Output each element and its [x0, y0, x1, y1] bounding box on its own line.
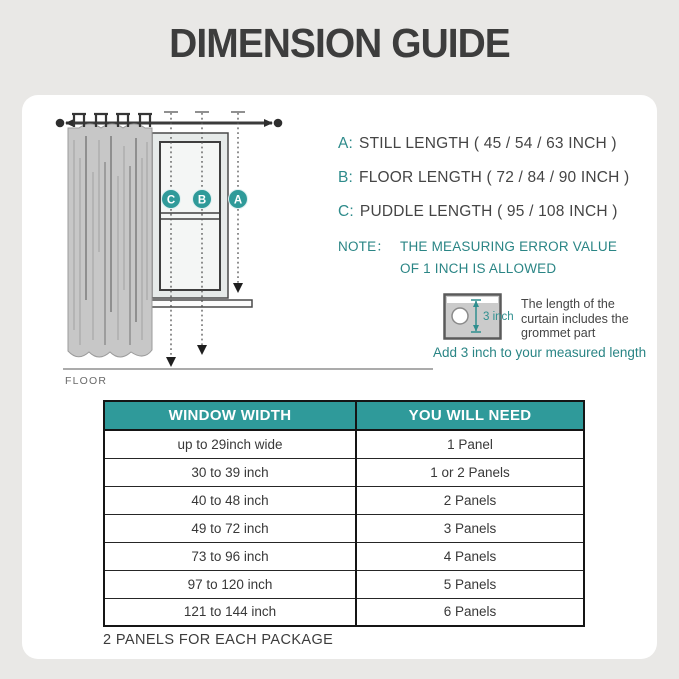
table-cell: 30 to 39 inch	[104, 458, 356, 486]
window-frame	[148, 133, 252, 307]
table-cell: 73 to 96 inch	[104, 542, 356, 570]
table-row	[104, 514, 584, 542]
panel-size-table	[103, 400, 585, 627]
length-line-c	[338, 203, 618, 221]
table-cell: up to 29inch wide	[104, 430, 356, 458]
table-row	[104, 486, 584, 514]
package-note: 2 PANELS FOR EACH PACKAGE	[103, 632, 334, 648]
panel-size-table-head	[104, 401, 584, 430]
floor-label: FLOOR	[65, 375, 108, 387]
panel-size-table-body	[104, 430, 584, 626]
table-cell: 1 Panel	[356, 430, 584, 458]
content-card	[22, 95, 657, 659]
grommet-tip: Add 3 inch to your measured length	[433, 345, 647, 360]
note-line-1: THE MEASURING ERROR VALUE	[400, 239, 618, 254]
table-row	[104, 458, 584, 486]
table-cell: 3 Panels	[356, 514, 584, 542]
table-cell: 40 to 48 inch	[104, 486, 356, 514]
table-cell: 4 Panels	[356, 542, 584, 570]
column-header-you-will-need: YOU WILL NEED	[356, 401, 584, 430]
table-cell: 1 or 2 Panels	[356, 458, 584, 486]
grommet-description: The length of the curtain includes the grommet part	[521, 297, 629, 340]
note-body	[400, 236, 617, 280]
column-header-window-width: WINDOW WIDTH	[104, 401, 356, 430]
badge-a-label: A	[233, 194, 243, 207]
table-row	[104, 542, 584, 570]
window-sill	[148, 300, 252, 307]
curtain-panel	[68, 114, 152, 357]
page-title: DIMENSION GUIDE	[169, 20, 510, 66]
grommet-hole	[452, 308, 468, 324]
length-text-c: PUDDLE LENGTH ( 95 / 108 INCH )	[359, 203, 618, 220]
table-cell: 5 Panels	[356, 570, 584, 598]
length-line-a	[338, 135, 617, 153]
table-cell: 6 Panels	[356, 598, 584, 626]
table-cell: 121 to 144 inch	[104, 598, 356, 626]
note-label: NOTE：	[338, 239, 391, 254]
badge-c-label: C	[166, 194, 176, 207]
measure-badges	[162, 190, 248, 209]
badge-b-label: B	[197, 194, 207, 207]
measuring-note	[338, 236, 617, 280]
table-cell: 49 to 72 inch	[104, 514, 356, 542]
length-key-c: C:	[338, 203, 354, 220]
length-text-b: FLOOR LENGTH ( 72 / 84 / 90 INCH )	[359, 169, 630, 186]
length-line-b	[338, 169, 629, 187]
table-cell: 97 to 120 inch	[104, 570, 356, 598]
length-key-b: B:	[338, 169, 354, 186]
table-row	[104, 598, 584, 626]
table-row	[104, 570, 584, 598]
grommet-measure-label: 3 inch	[483, 311, 514, 323]
note-line-2: OF 1 INCH IS ALLOWED	[400, 261, 557, 276]
table-row	[104, 430, 584, 458]
length-key-a: A:	[338, 135, 354, 152]
table-cell: 2 Panels	[356, 486, 584, 514]
length-text-a: STILL LENGTH ( 45 / 54 / 63 INCH )	[359, 135, 617, 152]
